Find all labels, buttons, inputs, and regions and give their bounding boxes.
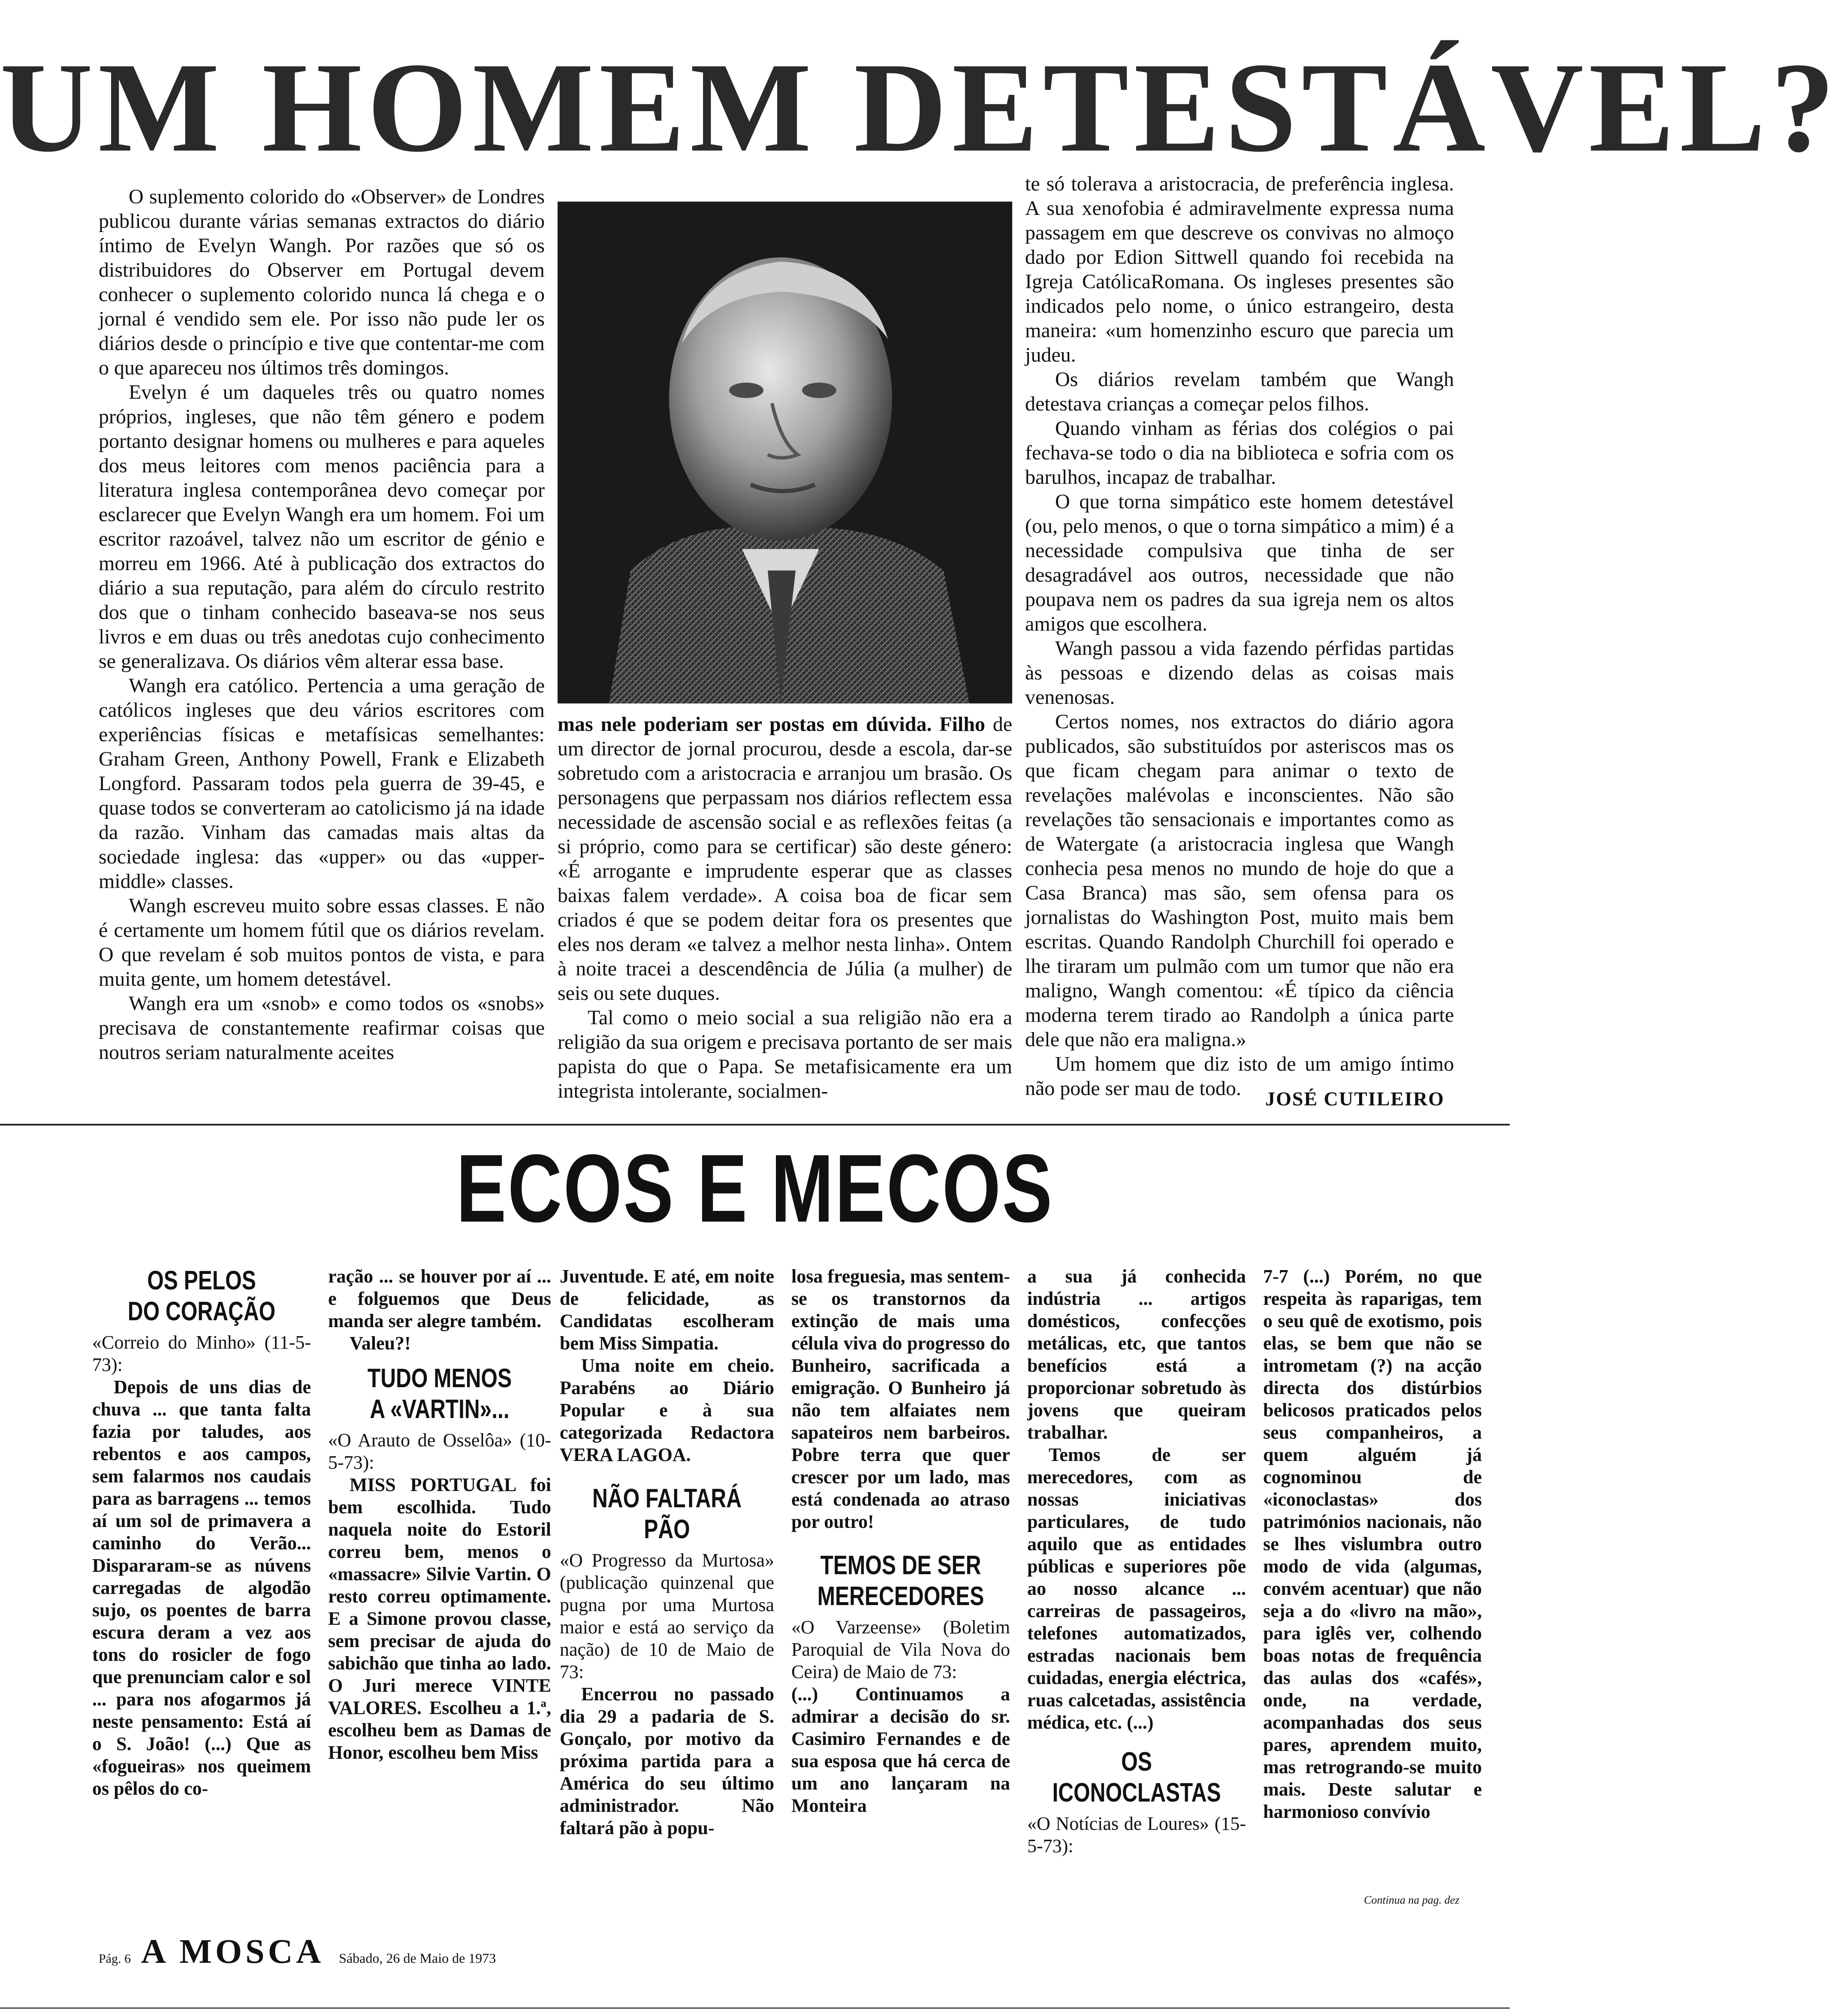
ecos-column-2 <box>328 1265 551 1764</box>
item-source: «Correio do Minho» (11-5-73): <box>92 1332 311 1375</box>
item-heading-line: ICONOCLASTAS <box>1052 1778 1221 1808</box>
item-text: ração ... se houver por aí ... e folguemos que Deus manda ser alegre também. <box>328 1266 551 1331</box>
article-paragraph: Wangh passou a vida fazendo pérfidas partidas às pessoas e dizendo delas as coisas mais venenosas. <box>1025 637 1454 709</box>
article-column-2 <box>558 712 1012 1103</box>
article-column-1 <box>99 184 545 1065</box>
continued-note: Continua na pag. dez <box>1364 1894 1460 1906</box>
item-source: «O Arauto de Osselôa» (10-5-73): <box>328 1430 551 1473</box>
ecos-column-4 <box>791 1265 1010 1817</box>
section-title: ECOS E MECOS <box>456 1134 1054 1242</box>
article-bold-lead: mas nele poderiam ser postas em dúvida. Filho <box>558 713 985 736</box>
item-heading <box>114 1265 289 1327</box>
page-number: Pág. 6 <box>99 1952 131 1966</box>
item-heading-line: TEMOS DE SER <box>820 1551 981 1580</box>
ecos-column-3 <box>560 1265 774 1839</box>
article-paragraph: de um director de jornal procurou, desde a escola, dar-se sobretudo com a aristocracia e arranjou um brasão. Os personagens que perpassam nos diários reflectem essa necessidade de ascensão social e as reflexões feitas (a si próprio, como para se certificar) são deste género: «É arrogante e imprudente esperar que as classes baixas falem verdade». A coisa boa de ficar sem criados é que se podem deitar fora os presentes que eles nos deram «e talvez a melhor nesta linha». Ontem à noite tracei a descendência de Júlia (a mulher) de seis ou sete duques. <box>558 713 1013 1005</box>
item-text: 7-7 (...) Porém, no que respeita às raparigas, tem o seu quê de exotismo, pois elas, se bem que não se intrometam (?) na acção directa dos distúrbios belicosos praticados pelos seus companheiros, a quem alguém já cognominou de «iconoclastas» dos patrimónios nacionais, não se lhes vislumbra outro modo de vida (algumas, convém acentuar) que não seja a do «livro na mão», para iglês ver, colhendo boas notas de frequência das aulas dos «cafés», onde, na verdade, acompanhadas dos seus pares, aprendem muito, mas retrogrando-se muito mais. Deste salutar e harmonioso convívio <box>1263 1266 1482 1822</box>
item-heading-line: MERECEDORES <box>817 1581 984 1611</box>
bottom-rule <box>0 2007 1510 2009</box>
item-text: a sua já conhecida indústria ... artigos domésticos, confecções metálicas, etc, que tantos benefícios está a proporcionar sobretudo às jovens que queiram trabalhar. <box>1027 1266 1246 1443</box>
item-text: Juventude. E até, em noite de felicidade, as Candidatas escolheram bem Miss Simpatia. <box>560 1266 774 1354</box>
article-column-3 <box>1025 172 1454 1101</box>
issue-date: Sábado, 26 de Maio de 1973 <box>339 1950 496 1966</box>
item-heading-line: TUDO MENOS <box>367 1364 512 1393</box>
item-source: «O Progresso da Murtosa» (publicação quinzenal que pugna por uma Murtosa maior e está ao serviço da nação) de 10 de Maio de 73: <box>560 1550 774 1682</box>
item-text: Valeu?! <box>350 1333 411 1354</box>
item-source: «O Varzeense» (Boletim Paroquial de Vila Nova do Ceira) de Maio de 73: <box>791 1617 1010 1682</box>
article-paragraph: Os diários revelam também que Wangh detestava crianças a começar pelos filhos. <box>1025 368 1454 415</box>
item-text: MISS PORTUGAL foi bem escolhida. Tudo naquela noite do Estoril correu bem, menos o «massacre» Silvie Vartin. O resto correu optimamente. E a Simone provou classe, sem precisar de ajuda do sabichão que tinha ao lado. O Juri merece VINTE VALORES. Escolheu a 1.ª, escolheu bem as Damas de Honor, escolheu bem Miss <box>328 1474 551 1763</box>
article-paragraph: Wangh escreveu muito sobre essas classes. E não é certamente um homem fútil que os diários revelam. O que revelam é sob muitos pontos de vista, e para muita gente, um homem detestável. <box>99 894 545 990</box>
item-heading-line: A «VARTIN»... <box>370 1394 510 1424</box>
ecos-column-6 <box>1263 1265 1482 1823</box>
ecos-column-1 <box>92 1265 311 1800</box>
item-text: Temos de ser merecedores, com as nossas iniciativas particulares, de tudo aquilo que as entidades públicas e superiores põe ao nosso alcance ... carreiras de passageiros, telefones automatizados, estradas nacionais bem cuidadas, energia eléctrica, ruas calcetadas, assistência médica, etc. (...) <box>1027 1444 1246 1733</box>
item-text: (...) Continuamos a admirar a decisão do sr. Casimiro Fernandes e de sua esposa que há cerca de um ano lançaram na Monteira <box>791 1684 1010 1816</box>
article-paragraph: Wangh era católico. Pertencia a uma geração de católicos ingleses que deu vários escritores com experiências físicas e metafísicas semelhantes: Graham Green, Anthony Powell, Frank e Elizabeth Longford. Passaram todos pela guerra de 39-45, e quase todos se converteram ao catolicismo já na idade da razão. Vinham das camadas mais altas da sociedade inglesa: das «upper» ou das «upper-middle» classes. <box>99 674 545 893</box>
article-paragraph: O suplemento colorido do «Observer» de Londres publicou durante várias semanas extractos do diário íntimo de Evelyn Wangh. Por razões que só os distribuidores do Observer em Portugal devem conhecer o suplemento colorido nunca lá chega e o jornal é vendido sem ele. Por isso não pude ler os diários desde o princípio e tive que contentar-me com o que apareceu nos últimos três domingos. <box>99 185 545 379</box>
item-heading-line: OS PELOS <box>147 1266 256 1295</box>
item-text: Uma noite em cheio. Parabéns ao Diário Popular e à sua categorizada Redactora VERA LAGOA. <box>560 1355 774 1465</box>
item-heading <box>350 1363 529 1425</box>
article-paragraph: te só tolerava a aristocracia, de preferência inglesa. A sua xenofobia é admiravelmente expressa numa passagem em que descreve os convivas no almoço dado por Edion Sittwell quando foi recebida na Igreja CatólicaRomana. Os ingleses presentes são indicados pelo nome, o único estrangeiro, desta maneira: «um homenzinho escuro que parecia um judeu. <box>1025 172 1454 366</box>
item-text: losa freguesia, mas sentem-se os transtornos da extinção de mais uma célula viva do progresso do Bunheiro, sacrificada a emigração. O Bunheiro já não tem alfaiates nem sapateiros nem barbeiros. Pobre terra que quer crescer por um lado, mas está condenada ao atraso por outro! <box>791 1266 1010 1532</box>
item-text: Encerrou no passado dia 29 a padaria de S. Gonçalo, por motivo da próxima partida para a América do seu último administrador. Não faltará pão à popu- <box>560 1684 774 1838</box>
portrait-photo <box>558 202 1012 703</box>
article-paragraph: O que torna simpático este homem detestável (ou, pelo menos, o que o torna simpático a mim) é a necessidade compulsiva que tinha de ser desagradável aos outros, necessidade que não poupava nem os padres da sua igreja nem os altos amigos que escolhera. <box>1025 490 1454 635</box>
article-paragraph: Um homem que diz isto de um amigo íntimo não pode ser mau de todo. <box>1025 1053 1454 1100</box>
page-footer <box>99 1932 496 1971</box>
portrait-illustration <box>558 202 1012 703</box>
author-byline: JOSÉ CUTILEIRO <box>1265 1088 1445 1110</box>
article-paragraph: Evelyn é um daqueles três ou quatro nomes próprios, ingleses, que não têm género e podem portanto designar homens ou mulheres e para aqueles dos meus leitores com menos paciência para a literatura inglesa contemporânea devo começar por esclarecer que Evelyn Wangh era um homem. Foi um escritor razoável, talvez não um escritor de génio e morreu em 1966. Até à publicação dos extractos do diário a sua reputação, para além do círculo restrito dos que o tinham conhecido baseava-se nos seus livros e em duas ou três anedotas cujo conhecimento se generalizava. Os diários vêm alterar essa base. <box>99 381 545 673</box>
masthead: A MOSCA <box>141 1933 325 1971</box>
item-heading <box>581 1483 753 1545</box>
item-heading-line: NÃO FALTARÁ <box>592 1484 742 1513</box>
item-heading <box>1049 1747 1224 1808</box>
item-heading <box>813 1550 988 1612</box>
item-heading-line: PÃO <box>644 1515 690 1544</box>
article-paragraph: Wangh era um «snob» e como todos os «snobs» precisava de constantemente reafirmar coisas que noutros seriam naturalmente aceites <box>99 992 545 1064</box>
item-text: Depois de uns dias de chuva ... que tanta falta fazia por taludes, aos rebentos e aos campos, sem falarmos nos caudais para as barragens ... temos aí um sol de primavera a caminho do Verão... Dispararam-se as núvens carregadas de algodão sujo, os poentes de barra escura deram a vez aos tons do rosicler de fogo que prenunciam calor e sol ... para nos afogarmos já neste pensamento: Está aí o S. João! (...) Que as «fogueiras» nos queimem os pêlos do co- <box>92 1376 311 1799</box>
ecos-column-5 <box>1027 1265 1246 1857</box>
article-paragraph: Tal como o meio social a sua religião não era a religião da sua origem e precisava portanto de ser mais papista do que o Papa. Se metafisicamente era um integrista intolerante, socialmen- <box>558 1006 1012 1102</box>
section-divider <box>0 1124 1510 1126</box>
item-heading-line: DO CORAÇÃO <box>127 1297 276 1326</box>
main-headline: UM HOMEM DETESTÁVEL? <box>0 36 1840 178</box>
article-paragraph: Quando vinham as férias dos colégios o pai fechava-se todo o dia na biblioteca e sofria com os barulhos, incapaz de trabalhar. <box>1025 417 1454 489</box>
item-heading-line: OS <box>1121 1747 1152 1777</box>
article-paragraph: Certos nomes, nos extractos do diário agora publicados, são substituídos por asteriscos mas os que ficam chegam para animar o texto de revelações malévolas e inconscientes. Não são revelações tão sensacionais e importantes como as de Watergate (a aristocracia inglesa que Wangh conhecia pesa menos no mundo de hoje do que a Casa Branca) mas são, sem ofensa para os jornalistas do Washington Post, muito mais bem escritas. Quando Randolph Churchill foi operado e lhe tiraram um pulmão com um tumor que não era maligno, Wangh comentou: «É típico da ciência moderna terem tirado ao Randolph a única parte dele que não era maligna.» <box>1025 710 1454 1051</box>
item-source: «O Notícias de Loures» (15-5-73): <box>1027 1813 1246 1856</box>
